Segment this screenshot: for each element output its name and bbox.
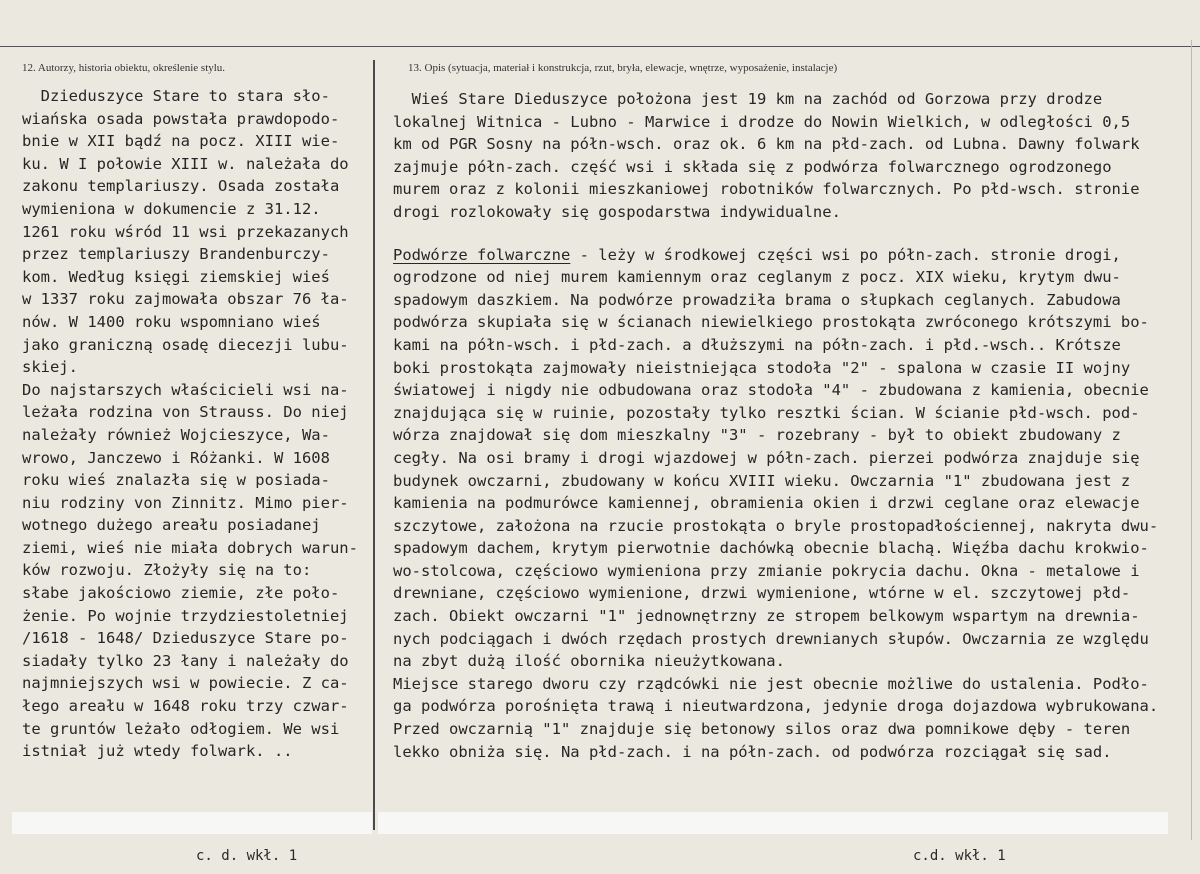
- text-line: na zbyt dużą ilość obornika nieużytkowana.: [393, 652, 785, 671]
- text-line: Do najstarszych właścicieli wsi na-: [22, 380, 349, 399]
- text-line: lekko obniża się. Na płd-zach. i na półn-zach. od podwórza rozciągał się sad.: [393, 742, 1112, 761]
- text-line: należały również Wojcieszyce, Wa-: [22, 425, 330, 444]
- text-line: w 1337 roku zajmowała obszar 76 ła-: [22, 290, 349, 309]
- section-12-header: 12. Autorzy, historia obiektu, określenie stylu.: [22, 62, 226, 74]
- text-line: ziemi, wieś nie miała dobrych warun-: [22, 538, 358, 557]
- text-line-rest: - leży w środkowej części wsi po półn-zach. stronie drogi,: [570, 245, 1121, 264]
- text-line: wymieniona w dokumencie z 31.12.: [22, 199, 321, 218]
- text-line: ogrodzone od niej murem kamiennym oraz ceglanym z pocz. XIX wieku, krytym dwu-: [393, 268, 1121, 287]
- text-line: wrowo, Janczewo i Różanki. W 1608: [22, 448, 330, 467]
- text-line: te gruntów leżało odłogiem. We wsi: [22, 719, 340, 738]
- text-line: nych podciągach i dwóch rzędach prostych drewnianych słupów. Owczarnia ze względu: [393, 629, 1149, 648]
- text-line: leżała rodzina von Strauss. Do niej: [22, 403, 349, 422]
- text-line: ków rozwoju. Złożyły się na to:: [22, 561, 312, 580]
- text-line: zakonu templariuszy. Osada została: [22, 177, 340, 196]
- text-line: murem oraz z kolonii mieszkaniowej robotników folwarcznych. Po płd-wsch. stronie: [393, 180, 1140, 199]
- text-line: roku wieś znalazła się w posiada-: [22, 471, 330, 490]
- text-line: drogi rozlokowały się gospodarstwa indywidualne.: [393, 202, 841, 221]
- paper-strip: [378, 812, 1168, 834]
- column-divider: [373, 60, 375, 830]
- text-line: lokalnej Witnica - Lubno - Marwice i drodze do Nowin Wielkich, w odległości 0,5: [393, 112, 1131, 131]
- text-line: wotnego dużego areału posiadanej: [22, 516, 321, 535]
- text-line: światowej i nigdy nie odbudowana oraz stodoła "4" - zbudowana z kamienia, obecnie: [393, 381, 1149, 400]
- text-line: kom. Według księgi ziemskiej wieś: [22, 267, 330, 286]
- text-line: /1618 - 1648/ Dzieduszyce Stare po-: [22, 629, 349, 648]
- paper-strip: [12, 812, 372, 834]
- text-line: szczytowe, założona na rzucie prostokąta o bryle prostopadłościennej, nakryta dwu-: [393, 516, 1159, 535]
- text-line: Wieś Stare Dieduszyce położona jest 19 km na zachód od Gorzowa przy drodze: [393, 90, 1103, 108]
- text-line: spadowym daszkiem. Na podwórze prowadziła brama o słupkach ceglanych. Zabudowa: [393, 290, 1121, 309]
- history-text-column: [22, 85, 358, 763]
- text-line: skiej.: [22, 358, 78, 377]
- text-line: ku. W I połowie XIII w. należała do: [22, 154, 349, 173]
- text-line: km od PGR Sosny na półn-wsch. oraz ok. 6 km na płd-zach. od Lubna. Dawny folwark: [393, 135, 1140, 154]
- text-line: żenie. Po wojnie trzydziestoletniej: [22, 606, 349, 625]
- text-line: Miejsce starego dworu czy rządcówki nie jest obecnie możliwe do ustalenia. Podło-: [393, 674, 1149, 693]
- text-line: budynek owczarni, zbudowany w końcu XVIII wieku. Owczarnia "1" zbudowana jest z: [393, 471, 1131, 490]
- text-line: ga podwórza porośnięta trawą i nieutwardzona, jedynie droga dojazdowa wybrukowana.: [393, 697, 1159, 716]
- text-line: wiańska osada powstała prawdopodo-: [22, 109, 340, 128]
- page-edge: [1191, 40, 1192, 840]
- text-line: cegły. Na osi bramy i drogi wjazdowej w półn-zach. pierzei podwórza znajduje się: [393, 448, 1140, 467]
- top-border-line: [0, 46, 1200, 47]
- text-line: łego areału w 1648 roku trzy czwar-: [22, 697, 349, 716]
- text-line: najmniejszych wsi w powiecie. Z ca-: [22, 674, 349, 693]
- description-text-column: [393, 88, 1158, 763]
- text-line: przez templariuszy Brandenburczy-: [22, 245, 330, 264]
- text-line: spadowym dachem, krytym pierwotnie dachówką obecnie blachą. Więźba dachu krokwio-: [393, 539, 1149, 558]
- text-line: Przed owczarnią "1" znajduje się betonowy silos oraz dwa pomnikowe dęby - teren: [393, 720, 1131, 739]
- text-line: jako graniczną osadę diecezji lubu-: [22, 335, 349, 354]
- text-line: wórza znajdował się dom mieszkalny "3" - rozebrany - był to obiekt zbudowany z: [393, 426, 1121, 445]
- text-line: znajdująca się w ruinie, pozostały tylko resztki ścian. W ścianie płd-wsch. pod-: [393, 403, 1140, 422]
- text-line: boki prostokąta zajmowały nieistniejąca stodoła "2" - spalona w czasie II wojny: [393, 358, 1131, 377]
- text-line: nów. W 1400 roku wspomniano wieś: [22, 312, 321, 331]
- subsection-heading: Podwórze folwarczne: [393, 245, 571, 264]
- text-line: niu rodziny von Zinnitz. Mimo pier-: [22, 493, 349, 512]
- continuation-note-left: c. d. wkł. 1: [196, 848, 298, 864]
- text-line: wo-stolcowa, częściowo wymieniona przy zmianie pokrycia dachu. Okna - metalowe i: [393, 561, 1140, 580]
- text-line: istniał już wtedy folwark. ..: [22, 742, 293, 761]
- continuation-note-right: c.d. wkł. 1: [913, 848, 1006, 864]
- text-line: 1261 roku wśród 11 wsi przekazanych: [22, 222, 349, 241]
- text-line: drewniane, częściowo wymienione, drzwi wymienione, wtórne w el. szczytowej płd-: [393, 584, 1131, 603]
- text-line: bnie w XII bądź na pocz. XIII wie-: [22, 132, 340, 151]
- text-line: zach. Obiekt owczarni "1" jednownętrzny ze stropem belkowym wspartym na drewnia-: [393, 607, 1140, 626]
- text-line: kami na półn-wsch. i płd-zach. a dłuższymi na półn-zach. i płd.-wsch.. Krótsze: [393, 335, 1121, 354]
- text-line: kamienia na podmurówce kamiennej, obramienia okien i drzwi ceglane oraz elewacje: [393, 494, 1140, 513]
- text-line: siadały tylko 23 łany i należały do: [22, 651, 349, 670]
- text-line: zajmuje półn-zach. część wsi i składa się z podwórza folwarcznego ogrodzonego: [393, 157, 1112, 176]
- paragraph-gap: [393, 224, 1158, 244]
- text-line: [393, 244, 1158, 267]
- text-line: słabe jakościowo ziemie, złe poło-: [22, 584, 340, 603]
- text-line: podwórza skupiała się w ścianach niewielkiego prostokąta zwróconego krótszymi bo-: [393, 313, 1149, 332]
- text-line: Dzieduszyce Stare to stara sło-: [22, 87, 330, 105]
- section-13-header: 13. Opis (sytuacja, materiał i konstrukcja, rzut, bryła, elewacje, wnętrze, wyposażenie, instalacje): [408, 62, 838, 74]
